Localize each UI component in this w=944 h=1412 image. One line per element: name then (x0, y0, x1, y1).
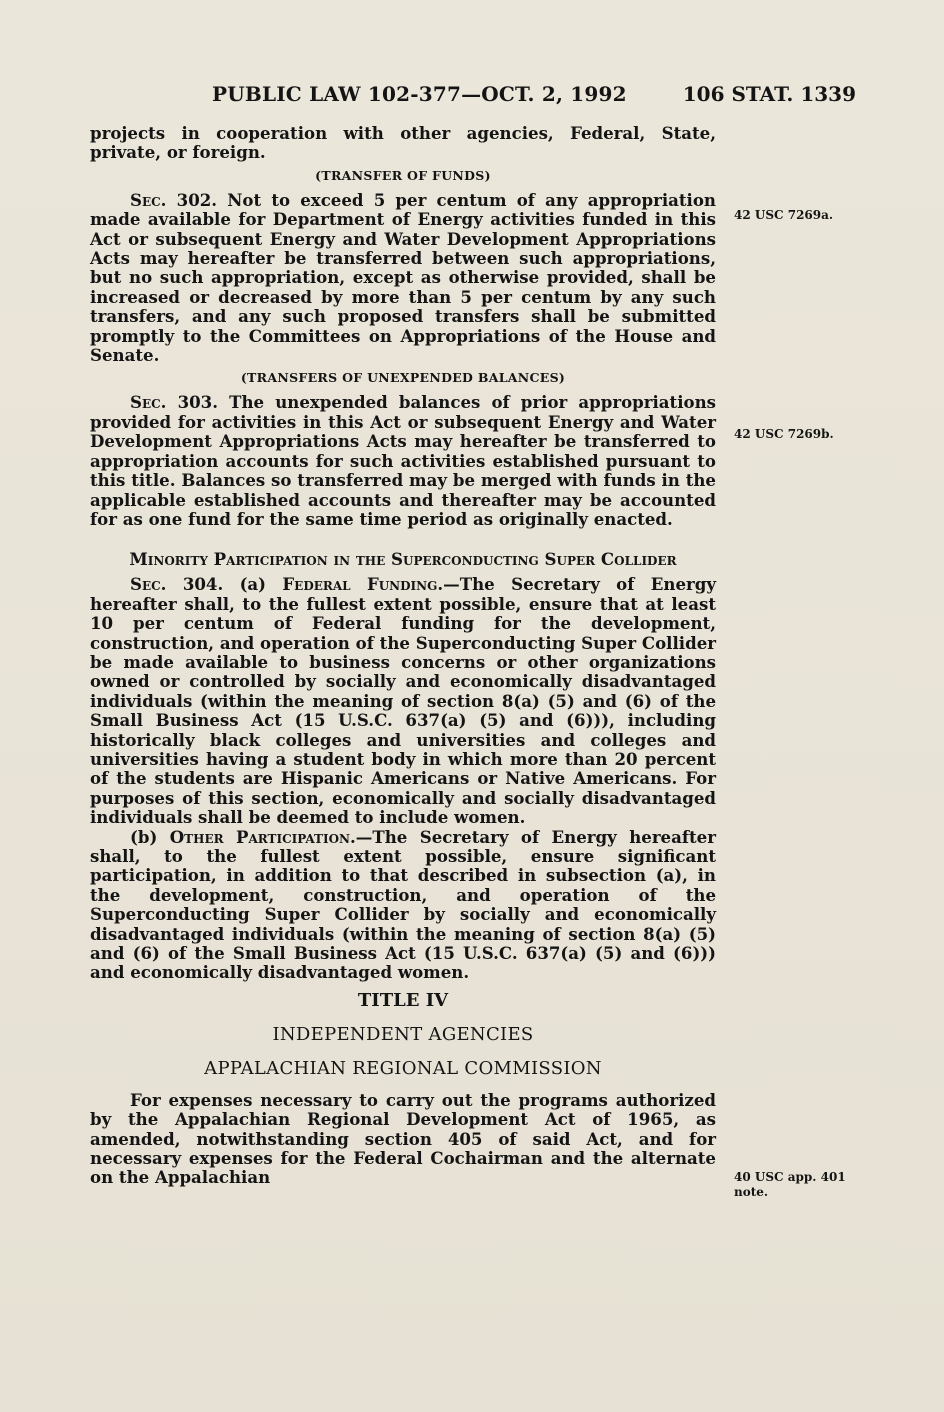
section-302-text: 302. Not to exceed 5 per centum of any appropriation made available for Department of Energy activities funded in this Act or subsequent Energy and Water Development Appropriations Acts may hereafter be transferred between such appropriations, but no such appropriation, except as otherwise provided, shall be increased or decreased by more than 5 per centum by any such transfers, and any such proposed transfers shall be submitted promptly to the Committees on Appropriations of the House and Senate. (90, 189, 716, 366)
section-label: Sec. (130, 189, 167, 210)
section-304-b-text: —The Secretary of Energy hereafter shall, to the fullest extent possible, ensure significant participation, in addition to that described in subsection (a), in the development, construction, and operation of the Superconducting Super Collider by socially and economically disadvantaged individuals (within the meaning of section 8(a) (5) and (6) of the Small Business Act (15 U.S.C. 637(a) (5) and (6))) and economically disadvantaged women. (90, 826, 716, 983)
section-304-a-text: —The Secretary of Energy hereafter shall, to the fullest extent possible, ensure that at least 10 per centum of Federal funding for the development, construction, and operation of the Superconducting Super Collider be made available to business concerns or other organizations owned or controlled by socially and economically disadvantaged individuals (within the meaning of section 8(a) (5) and (6) of the Small Business Act (15 U.S.C. 637(a) (5) and (6))), including historically black colleges and universities and colleges and universities having a student body in which more than 20 percent of the students are Hispanic Americans or Native Americans. For purposes of this section, economically and socially disadvantaged individuals shall be deemed to include women. (90, 574, 716, 828)
continued-paragraph: projects in cooperation with other agencies, Federal, State, private, or foreign. (90, 123, 716, 163)
section-label: Sec. (130, 574, 167, 595)
document-body (90, 124, 716, 1188)
margin-note-7269b: 42 USC 7269b. (734, 427, 834, 441)
caption-transfers-of-unexpended-balances: (TRANSFERS OF UNEXPENDED BALANCES) (240, 370, 566, 386)
heading-minority-participation: Minority Participation in the Superconducting Super Collider (129, 549, 677, 570)
margin-note-40-usc-line1: 40 USC app. 401 (734, 1170, 846, 1184)
section-303-text: 303. The unexpended balances of prior appropriations provided for activities in this Act or subsequent Energy and Water Development Appropriations Acts may hereafter be transferred to appropriation accounts for such activities established pursuant to this title. Balances so transferred may be merged with funds in the applicable established accounts and thereafter may be accounted for as one fund for the same time period as originally enacted. (90, 392, 716, 529)
caption-transfer-of-funds: (TRANSFER OF FUNDS) (315, 167, 491, 183)
section-303 (90, 393, 716, 529)
appalachian-regional-commission-heading: APPALACHIAN REGIONAL COMMISSION (204, 1057, 602, 1079)
page-header (212, 82, 856, 112)
section-304-a (90, 575, 716, 827)
section-304-b (90, 828, 716, 983)
margin-note-40-usc (734, 1170, 864, 1200)
section-302 (90, 191, 716, 366)
running-head: PUBLIC LAW 102-377—OCT. 2, 1992 (212, 82, 627, 106)
section-304-a-heading: Federal Funding. (282, 574, 444, 595)
margin-note-40-usc-line2: note. (734, 1185, 769, 1199)
margin-note-7269a: 42 USC 7269a. (734, 208, 834, 222)
stat-page-reference: 106 STAT. 1339 (682, 82, 856, 106)
section-304-b-heading: Other Participation. (169, 826, 356, 847)
appalachian-paragraph: For expenses necessary to carry out the programs authorized by the Appalachian Regional Development Act of 1965, as amended, notwithstanding section 405 of said Act, and for necessary expenses for the Federal Cochairman and the alternate on the Appalachian (90, 1089, 716, 1188)
section-304-b-number: (b) (130, 826, 170, 847)
title-iv-heading: TITLE IV (357, 989, 449, 1011)
section-304-a-number: 304. (a) (166, 574, 283, 595)
independent-agencies-heading: INDEPENDENT AGENCIES (272, 1023, 534, 1045)
section-label: Sec. (130, 392, 167, 413)
